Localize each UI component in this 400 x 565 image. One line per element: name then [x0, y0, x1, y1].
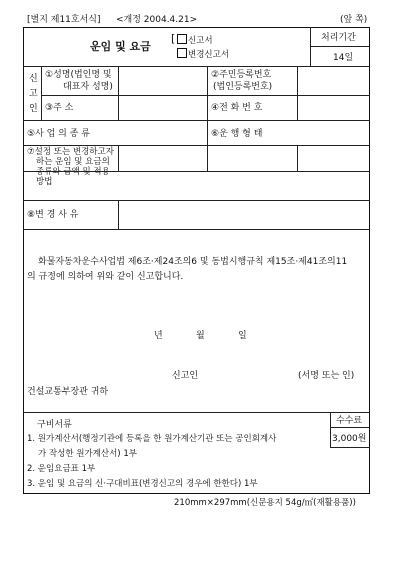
recipient: 건설교통부장관 귀하 — [27, 387, 109, 397]
document-item-3: 3. 운임 및 요금의 신·구대비표(변경신고의 경우에 한한다) 1부 — [27, 479, 258, 489]
fare-details-input[interactable] — [119, 146, 370, 200]
form-number: [별지 제11호서식] — [27, 15, 101, 25]
processing-period-label: 처리기간 — [321, 33, 356, 43]
change-reason-label: ⑧변 경 사 유 — [27, 210, 79, 220]
date-year: 년 — [154, 331, 163, 341]
reporter-label-2: 고 — [29, 89, 38, 99]
item7-label-line4: 방법 — [36, 177, 53, 187]
change-reason-input[interactable] — [119, 201, 370, 229]
registration-label-line2: (법인등록번호) — [213, 82, 273, 92]
date-day: 일 — [238, 331, 247, 341]
item7-label-line1: ⑦설정 또는 변경하고자 — [27, 147, 114, 157]
address-input[interactable] — [119, 96, 207, 120]
document-item-1: 1. 원가계산서(행정기관에 등록을 한 원가계산기관 또는 공인회계사 — [27, 434, 277, 444]
address-label: ③주 소 — [45, 103, 74, 113]
document-item-2: 2. 운임요금표 1부 — [27, 464, 96, 474]
checkbox-report[interactable] — [177, 34, 187, 44]
name-label-line2: 대표자 성명) — [63, 82, 113, 92]
reporter-label-3: 인 — [29, 104, 38, 114]
statement-line1: 화물자동차운수사업법 제6조·제24조의6 및 동법시행규칙 제15조·제41조의11 — [38, 257, 348, 267]
signature-label: 신고인 — [172, 371, 199, 381]
statement-line2: 의 규정에 의하여 위와 같이 신고합니다. — [27, 272, 184, 282]
document-item-1-cont: 가 작성한 원가계산서) 1부 — [38, 449, 137, 459]
business-type-label: ⑤사 업 의 종 류 — [27, 129, 90, 139]
documents-title: 구비서류 — [37, 420, 72, 430]
registration-label-line1: ②주민등록번호 — [211, 70, 272, 80]
name-label-line1: ①성명(법인명 및 — [45, 70, 112, 80]
fee-label: 수수료 — [336, 416, 363, 426]
option-report[interactable]: 신고서 — [177, 34, 213, 47]
operation-type-input[interactable] — [298, 121, 370, 145]
item7-label-line3: 종류와 금액 및 적용 — [36, 167, 110, 177]
processing-period-value: 14일 — [333, 53, 354, 63]
page-side: (앞 쪽) — [340, 15, 368, 25]
item7-label-line2: 하는 운임 및 요금의 — [36, 157, 110, 167]
fee-value: 3,000원 — [332, 434, 367, 444]
reporter-label-1: 신 — [29, 74, 38, 84]
operation-type-label: ⑥운 행 형 태 — [211, 129, 263, 139]
registration-input[interactable] — [298, 67, 370, 95]
revision-date: <개정 2004.4.21> — [116, 15, 198, 25]
name-input[interactable] — [119, 67, 207, 95]
checkbox-change[interactable] — [177, 48, 187, 58]
signature-field[interactable] — [212, 366, 294, 382]
phone-input[interactable] — [298, 96, 370, 120]
phone-label: ④전 화 번 호 — [211, 103, 263, 113]
signature-note: (서명 또는 인) — [298, 371, 355, 381]
option-change[interactable]: 변경신고서 — [177, 48, 229, 61]
title-bracket: [ — [171, 32, 176, 45]
form-title: 운임 및 요금 — [90, 40, 151, 53]
business-type-input[interactable] — [119, 121, 207, 145]
date-month: 월 — [196, 331, 205, 341]
paper-spec: 210mm×297mm(신문용지 54g/㎡(재활용품)) — [174, 498, 356, 508]
